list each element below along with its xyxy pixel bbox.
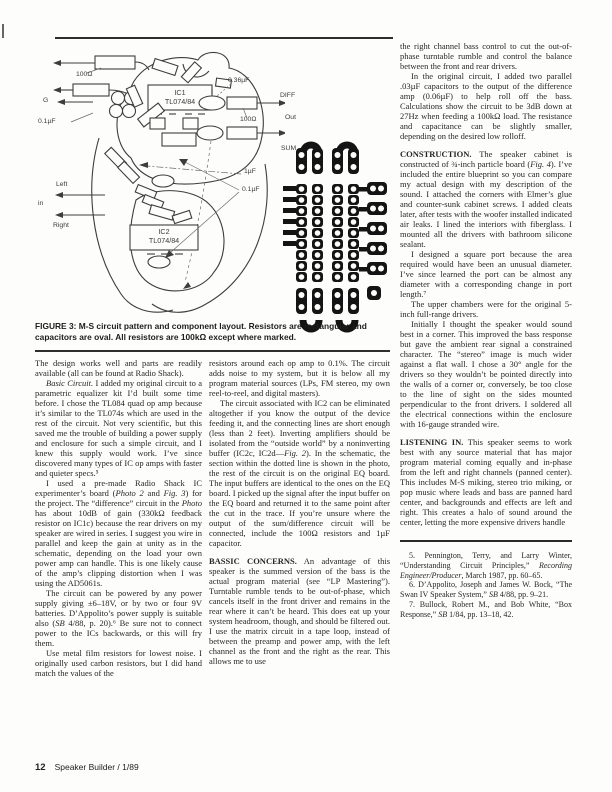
paragraph: In the original circuit, I added two parallel .03µF capacitors to the output of the difference amp (0.06µF) to help roll off the bass. Calculations show the circuit to be 3dB down at 27Hz when feeding a 100kΩ load. The resistance and capacitance can be slightly smaller, depending on the desired low rolloff. [400,71,572,141]
paragraph: Basic Circuit. I added my original circuit to a parametric equalizer kit I’d built some time before. I chose the TL084 quad op amp because it’s similar to the TL074s which are used in the rest of the circuit. Not very scientific, but this saved me the trouble of building a power supply and enclosure for such a simple circuit, and I knew this supply would work. I’ve since discovered many types of IC op amps with faster and quieter specs.⁵ [35,378,202,478]
footnote-rule [400,540,572,542]
label-ic1: IC1 TL074/84 [164,88,196,106]
column-middle [209,358,390,666]
label-diff: DIFF [280,92,296,99]
label-left: Left [56,181,68,188]
label-out: Out [285,114,296,121]
label-in: in [38,200,44,207]
paragraph: The design works well and parts are readily available (all can be found at Radio Shack). [35,358,202,378]
paragraph: The circuit can be powered by any power supply giving ±6–18V, or by two or four 9V batteries. D’Appolito’s power supply is suitable also (SB 4/88, p. 20).⁶ Be sure not to connect power to the ICs backwards, or this will fry them. [35,588,202,648]
paragraph: 7. Bullock, Robert M., and Bob White, “Box Response,” SB 1/84, pp. 13–18, 42. [400,599,572,619]
paragraph: Initially I thought the speaker would sound best in a corner. This improved the bass response but gave the ambient rear signal a constrained character. The “stereo” image is much wider against a flat wall. I chose a 30° angle for the drivers so they wouldn’t be pointed directly into the walls of a corner or, conversely, be too close to the line of sight on the sides mounted perpendicular to the front drivers. I soldered all the electrical connections within the enclosure with 16-gauge stranded wire. [400,319,572,429]
pcb-pattern [283,140,391,336]
label-resistor-right: 100Ω [240,116,257,123]
label-cap-left: 0.1µF [38,118,56,125]
label-cap-1uf: 1µF [244,168,256,175]
footnotes [400,551,572,620]
page-footer [35,762,139,773]
scan-artifact [2,24,4,38]
label-ic2: IC2 TL074/84 [148,227,180,245]
paragraph: Use metal film resistors for lowest noise. I originally used carbon resistors, but I did hand match the values of the [35,648,202,678]
column-right-text [400,41,572,527]
figure-3 [35,40,393,322]
column-left [35,358,202,678]
issue-label: Speaker Builder / 1/89 [54,762,139,772]
paragraph: the right channel bass control to cut the out-of-phase turntable rumble and control the balance between the front and rear drivers. [400,41,572,71]
caption-rule [35,350,390,352]
page-number: 12 [35,762,46,773]
paragraph: The circuit associated with IC2 can be eliminated altogether if you know the output of the device feeding it, and the connecting lines are short enough (less than 2 feet). Inverting amplifiers should be isolated from the “outside world” by a noninverting buffer (IC2c, IC2d—Fig. 2). In the schematic, the section within the dotted line is shown in the photo, the rest of the circuit is on the original EQ board. The input buffers are identical to the ones on the EQ board. I picked up the signal after the input buffer on the EQ board and returned it to the same point after the cut in the trace. If you’re unsure where the output of the sum/difference circuit will be connected, include the 100Ω resistors and 1µF capacitor. [209,398,390,548]
label-cap-right: 0.1µF [242,186,260,193]
label-ground: G [43,97,49,104]
paragraph: I used a pre-made Radio Shack IC experimenter’s board (Photo 2 and Fig. 3) for the project. The “difference” circuit in the Photo has about 10dB of gain (330kΩ feedback resistor on IC1c) because the rear drivers on my speaker are wired in series. I suggest you wire in parallel and keep the gain at unity as in the schematic, depending on the load your own power amp can handle. This is one likely cause of the amp’s clipping distortion when I was using the AD5061s. [35,478,203,588]
label-right: Right [53,222,69,229]
paragraph: resistors around each op amp to 0.1%. The circuit adds noise to my system, but it is below all my program material sources (LPs, FM stereo, my own reel-to-reel, and digital masters). [209,358,390,398]
figure-caption: FIGURE 3: M-S circuit pattern and component layout. Resistors are rectangular and capacitors are oval. All resistors are 100kΩ except where marked. [35,321,367,342]
paragraph: The upper chambers were for the original 5-inch full-range drivers. [400,299,572,319]
paragraph: 6. D’Appolito, Joseph and James W. Bock, “The Swan IV Speaker System,” SB 4/88, pp. 9–21. [400,580,572,600]
paragraph: LISTENING IN. This speaker seems to work best with any source material that has major program material coming equally and in-phase from the left and right channels (panned center). This includes M-S miking, stereo trio miking, or pop music where leads and bass are panned hard center, and backgrounds and effects are left and right. This creates a halo of sound around the center, letting the more expensive drivers handle [400,437,572,527]
paragraph: I designed a square port because the area required would have been an unusual diameter. I’ve since learned the port can be almost any diameter with a corresponding change in port length.⁷ [400,249,572,299]
top-rule [55,37,393,39]
column-right [400,41,572,620]
paragraph: 5. Pennington, Terry, and Larry Winter, “Understanding Circuit Principles,” Recording Engineer/Producer, March 1987, pp. 60–65. [400,551,572,580]
paragraph: BASSIC CONCERNS. An advantage of this speaker is the summed version of the bass is the actual program material (see “LP Mastering”). Turntable rumble tends to be out-of-phase, which cancels itself in the front driver and remains in the rear where it can’t be heard. This does eat up your system headroom, though, and should be filtered out. I use the matrix circuit in a tape loop, instead of between the preamp and power amp, with the left channel as the front and the right as the rear. This allows me to use [209,556,390,666]
label-resistor-top: 100Ω [76,71,93,78]
label-sum: SUM [281,145,297,152]
label-cap-036: 0.36µF [228,77,250,84]
paragraph: CONSTRUCTION. The speaker cabinet is constructed of ¾-inch particle board (Fig. 4). I’ve included the entire blueprint so you can compare my actual design with my description of the sound. I attached the corners with Elmer’s glue and counter-sunk cabinet screws. I added cleats later, after tests with the woofer installed indicated air leaks. I lined the interiors with fiberglass. I mounted all the drivers with bathroom silicone sealant. [400,149,572,249]
